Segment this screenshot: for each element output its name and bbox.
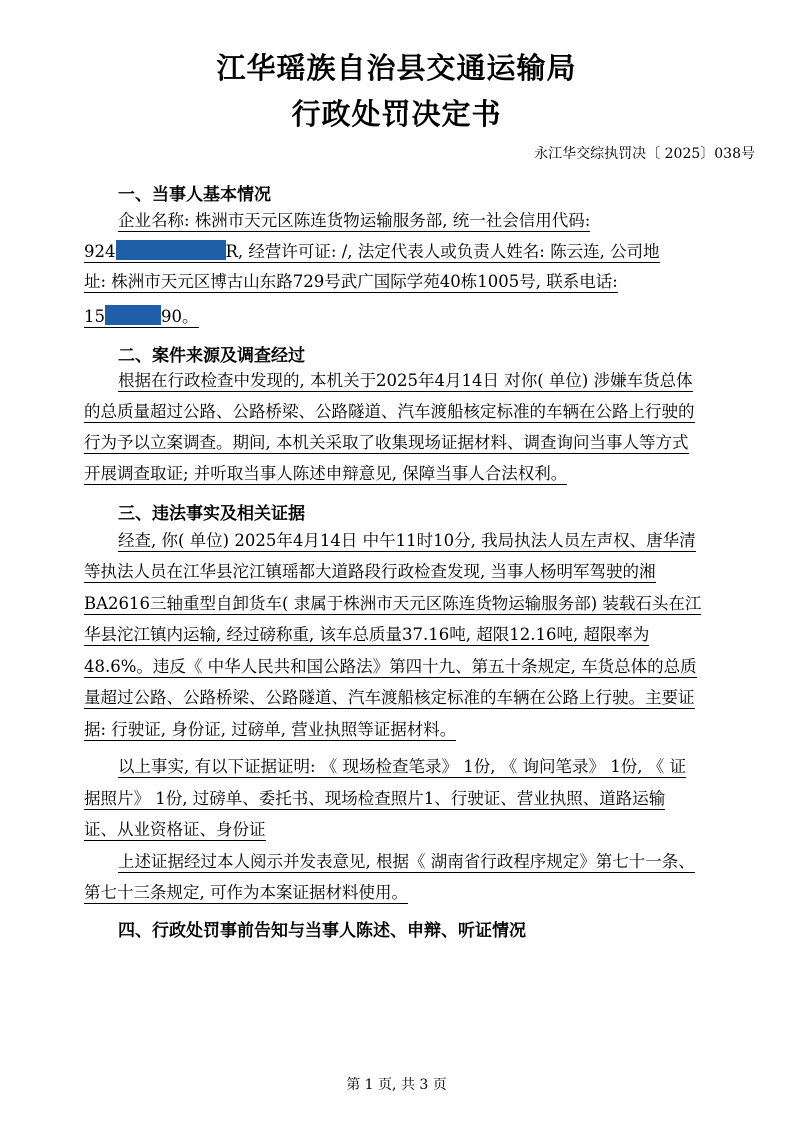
credit-code-line: 924 R, 经营许可证: /, 法定代表人或负责人姓名: 陈云连, 公司地: [84, 242, 660, 261]
text-line: 华县沱江镇内运输, 经过磅称重, 该车总质量37.16吨, 超限12.16吨, 超限率为: [84, 625, 650, 644]
text-line: 经查, 你( 单位) 2025年4月14日 中午11时10分, 我局执法人员左声权、唐华清: [118, 531, 696, 550]
page-number: 第 1 页, 共 3 页: [346, 1077, 447, 1093]
text-line: 行为予以立案调查。期间, 本机关采取了收集现场证据材料、调查询问当事人等方式: [84, 433, 689, 452]
document-number: 永江华交综执罚决〔 2025〕038号: [534, 146, 755, 162]
text-line: 以上事实, 有以下证据证明: 《 现场检查笔录》 1份, 《 询问笔录》 1份, 《 证: [118, 757, 686, 776]
text-line: 证、从业资格证、身份证: [84, 820, 266, 839]
text-line: 量超过公路、公路桥梁、公路隧道、汽车渡船核定标准的车辆在公路上行驶。主要证: [84, 688, 695, 707]
redaction-block: [116, 240, 226, 260]
text-line: [84, 305, 199, 329]
section-heading-case-source: 二、案件来源及调查经过: [118, 346, 305, 366]
text-line: 根据在行政检查中发现的, 本机关于2025年4月14日 对你( 单位) 涉嫌车货总体: [118, 371, 693, 390]
text-line: 址: 株洲市天元区博古山东路729号武广国际学苑40栋1005号, 联系电话:: [84, 272, 618, 291]
phone-line: 15 90。: [84, 307, 199, 326]
text-line: BA2616三轴重型自卸货车( 隶属于株洲市天元区陈连货物运输服务部) 装载石头在江: [84, 594, 702, 613]
document-title: 行政处罚决定书: [291, 97, 502, 131]
text-line: [84, 240, 660, 264]
agency-title: 江华瑶族自治县交通运输局: [216, 51, 577, 85]
section-heading-party-info: 一、当事人基本情况: [118, 185, 271, 205]
text-line: 企业名称: 株洲市天元区陈连货物运输服务部, 统一社会信用代码:: [118, 211, 591, 230]
text-line: 据照片》 1份, 过磅单、委托书、现场检查照片1、行驶证、营业执照、道路运输: [84, 789, 666, 808]
text-line: 的总质量超过公路、公路桥梁、公路隧道、汽车渡船核定标准的车辆在公路上行驶的: [84, 402, 695, 421]
redaction-block: [105, 305, 161, 325]
text-line: 上述证据经过本人阅示并发表意见, 根据《 湖南省行政程序规定》第七十一条、: [118, 852, 695, 871]
text-line: 48.6%。违反《 中华人民共和国公路法》第四十九、第五十条规定, 车货总体的总质: [84, 657, 697, 676]
section-heading-violation-facts: 三、违法事实及相关证据: [118, 504, 305, 524]
text-line: 开展调查取证; 并听取当事人陈述申辩意见, 保障当事人合法权利。: [84, 464, 568, 483]
text-line: 据: 行驶证, 身份证, 过磅单, 营业执照等证据材料。: [84, 720, 457, 739]
text-line: 第七十三条规定, 可作为本案证据材料使用。: [84, 883, 408, 902]
section-heading-prior-notice: 四、行政处罚事前告知与当事人陈述、申辩、听证情况: [118, 921, 526, 941]
text-line: 等执法人员在江华县沱江镇瑶都大道路段行政检查发现, 当事人杨明军驾驶的湘: [84, 562, 656, 581]
